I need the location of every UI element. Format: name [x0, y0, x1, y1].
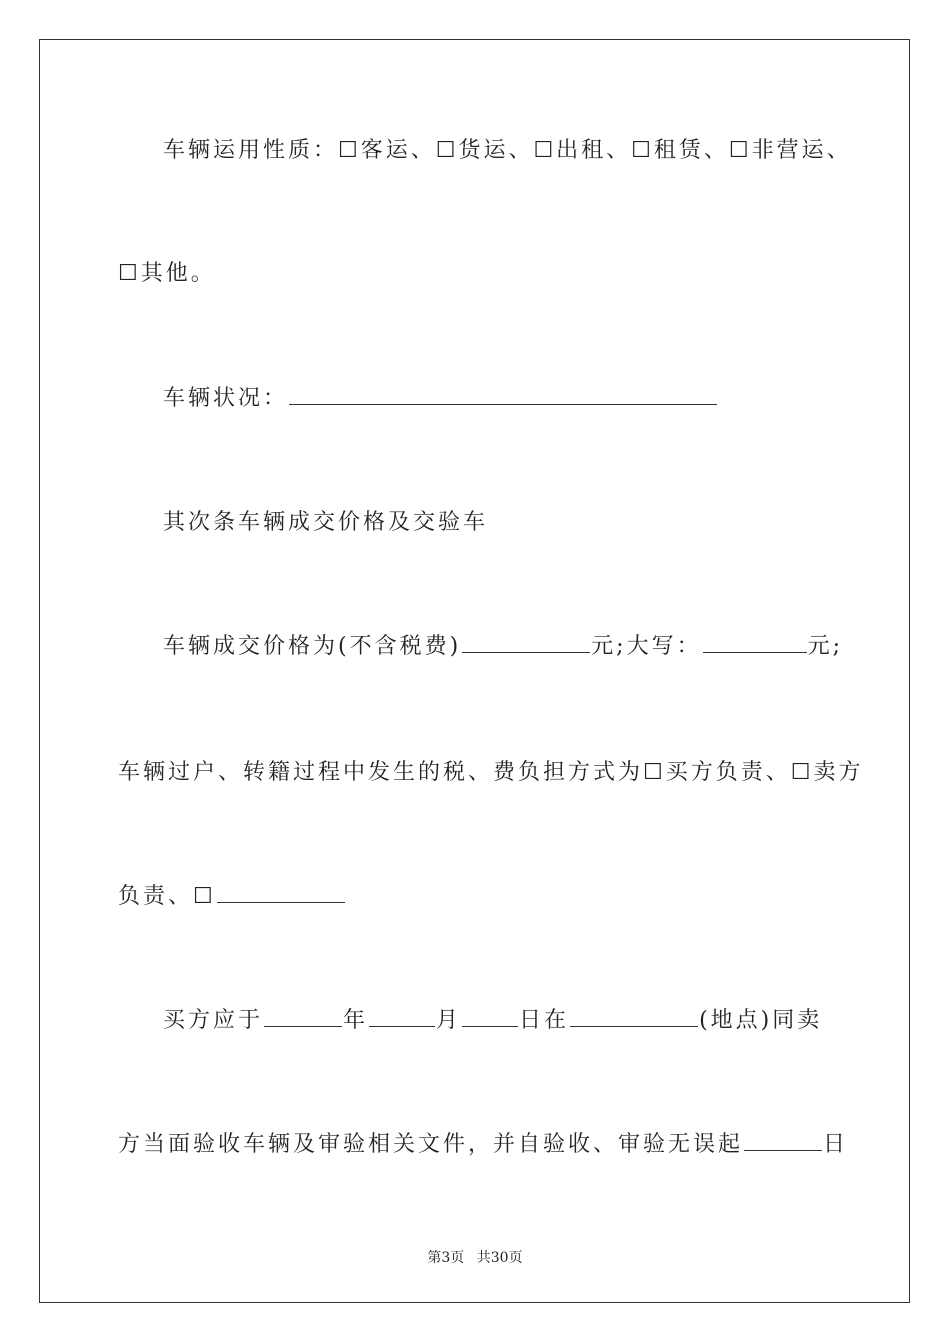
year-label: 年: [343, 1008, 369, 1033]
vehicle-condition-blank[interactable]: [289, 384, 717, 405]
text-line-vehicle-condition: [163, 384, 718, 414]
price-label: 车辆成交价格为(不含税费): [163, 634, 462, 659]
text-line-tax-burden: [118, 758, 863, 788]
day-blank[interactable]: [462, 1006, 518, 1027]
text-line-article-heading: [163, 508, 488, 538]
text-line-price: [163, 632, 843, 662]
month-blank[interactable]: [369, 1006, 435, 1027]
days-label: 日: [823, 1132, 849, 1157]
page-current: 第3页: [427, 1250, 465, 1266]
buyer-should-text: 买方应于: [163, 1008, 264, 1033]
tax-burden-text: 车辆过户、转籍过程中发生的税、费负担方式为☐买方负责、☐卖方: [118, 760, 864, 785]
vehicle-usage-options: 车辆运用性质：☐客运、☐货运、☐出租、☐租赁、☐非营运、: [163, 138, 852, 163]
location-label: (地点)同卖: [699, 1008, 823, 1033]
days-blank[interactable]: [744, 1130, 822, 1151]
price-amount-blank[interactable]: [462, 632, 590, 653]
text-line-other: [118, 259, 216, 289]
page-frame: [39, 39, 910, 1303]
month-label: 月: [436, 1008, 462, 1033]
text-line-tax-burden-cont: [118, 882, 346, 912]
text-line-inspection-days: [118, 1130, 848, 1160]
text-line-vehicle-usage: [163, 136, 852, 166]
day-label: 日在: [519, 1008, 570, 1033]
vehicle-condition-label: 车辆状况：: [163, 386, 289, 411]
price-unit: 元;: [807, 634, 844, 659]
text-line-inspection-date: [163, 1006, 822, 1036]
inspection-text: 方当面验收车辆及审验相关文件，并自验收、审验无误起: [118, 1132, 744, 1157]
other-option: ☐其他。: [118, 261, 216, 286]
article-heading: 其次条车辆成交价格及交验车: [163, 510, 489, 535]
price-uppercase-label: 元;大写：: [591, 634, 702, 659]
location-blank[interactable]: [570, 1006, 698, 1027]
year-blank[interactable]: [264, 1006, 342, 1027]
page-footer: [0, 1247, 950, 1267]
tax-burden-other-blank[interactable]: [217, 882, 345, 903]
page-total: 共30页: [476, 1250, 523, 1266]
tax-burden-cont-text: 负责、☐: [118, 884, 216, 909]
price-uppercase-blank[interactable]: [703, 632, 807, 653]
